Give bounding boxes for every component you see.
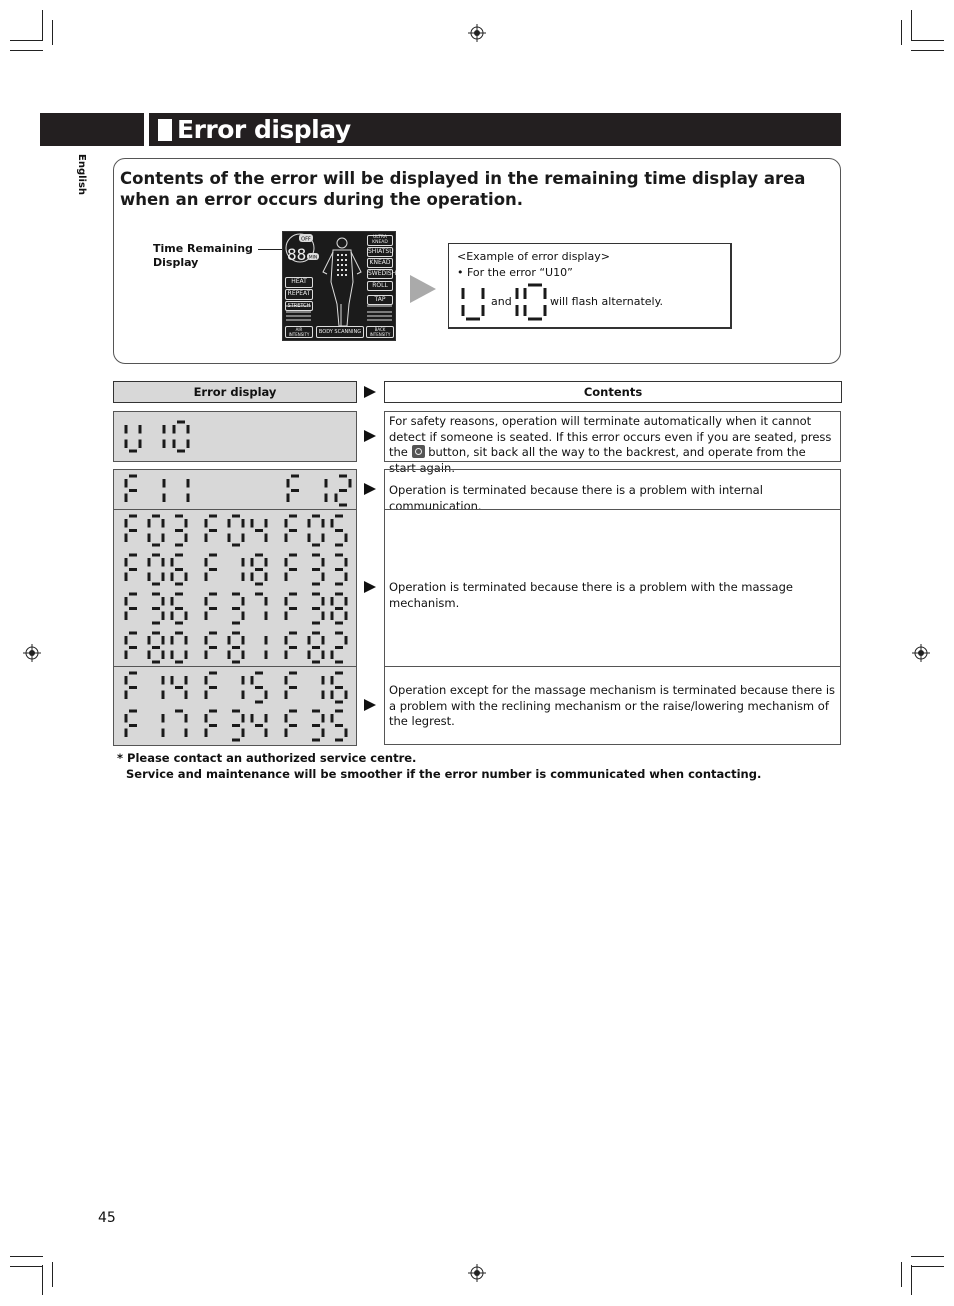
error-content-text	[389, 414, 836, 476]
seat-sensor-button-icon	[412, 445, 425, 458]
registration-mark-icon	[912, 644, 930, 662]
crop-mark	[911, 1266, 944, 1267]
crop-mark	[52, 20, 53, 45]
error-content-text: Operation is terminated because there is a problem with internal communication.	[389, 483, 763, 513]
arrow-icon	[364, 430, 376, 442]
error-code-cell	[113, 509, 357, 668]
crop-mark	[10, 1256, 43, 1257]
error-code-cell	[113, 411, 357, 462]
example-flash: will flash alternately.	[550, 295, 664, 308]
header-error-display: Error display	[113, 381, 357, 403]
crop-mark	[911, 10, 912, 40]
crop-mark	[52, 1262, 53, 1287]
example-title: <Example of error display>	[457, 250, 610, 263]
panel-min: MIN	[308, 255, 318, 261]
scan-dots	[337, 254, 347, 276]
example-error: • For the error “U10”	[457, 266, 573, 279]
panel-button-shiatsu: SHIATSU	[368, 248, 394, 255]
panel-button-knead: KNEAD	[367, 258, 393, 268]
title-tab-marker	[158, 119, 172, 141]
crop-mark	[901, 1262, 902, 1287]
crop-mark	[10, 50, 43, 51]
note-line-1: * Please contact an authorized service centre.	[117, 751, 417, 765]
error-content-cell	[384, 509, 841, 667]
registration-mark-icon	[468, 1264, 486, 1282]
registration-mark-icon	[468, 24, 486, 42]
time-remaining-label	[153, 242, 253, 270]
panel-off: OFF	[301, 236, 311, 243]
panel-label-back-intensity: BACK INTENSITY	[366, 326, 394, 338]
error-content-text: Operation except for the massage mechanism is terminated because there is a problem with the reclining mechanism or the raise/lowering mechanism of the legrest.	[389, 683, 836, 728]
arrow-icon	[364, 581, 376, 593]
page-title: Error display	[177, 115, 351, 144]
panel-label-body-scanning: BODY SCANNING	[316, 326, 364, 338]
leader-line	[258, 249, 284, 250]
title-gap	[144, 113, 149, 146]
panel-button-swedish: SWEDISH	[368, 270, 397, 277]
error-code-lcd	[114, 667, 356, 745]
arrow-icon	[364, 386, 376, 398]
intro-box	[113, 158, 841, 364]
crop-mark	[911, 40, 944, 41]
pointer-arrow-icon	[410, 275, 436, 303]
error-code-lcd	[114, 510, 356, 667]
error-code-cell	[113, 469, 357, 511]
crop-mark	[911, 50, 944, 51]
arrow-icon	[364, 699, 376, 711]
panel-label-stretch: STRETCH	[285, 301, 313, 311]
body-figure-icon	[323, 238, 361, 326]
panel-label-repeat: REPEAT	[285, 289, 313, 300]
crop-mark	[911, 1265, 912, 1295]
panel-label-heat: HEAT	[285, 277, 313, 288]
panel-label-air-intensity: AIR INTENSITY	[285, 326, 313, 338]
error-content-text: Operation is terminated because there is a problem with the massage mechanism.	[389, 580, 793, 610]
error-code-lcd	[114, 412, 356, 461]
arrow-icon	[364, 483, 376, 495]
time-remaining-label-line2: Display	[153, 256, 199, 269]
error-code-lcd	[114, 470, 356, 510]
example-box	[448, 243, 732, 329]
lcd-u-icon	[459, 281, 491, 323]
control-panel-display	[282, 231, 396, 341]
crop-mark	[911, 1256, 944, 1257]
error-content-cell	[384, 666, 841, 745]
error-content-text-part2: button, sit back all the way to the backrest, and operate from the start again.	[389, 445, 806, 475]
crop-mark	[10, 1266, 43, 1267]
page-number: 45	[98, 1210, 116, 1226]
time-remaining-label-line1: Time Remaining	[153, 242, 253, 255]
error-content-text-part1: For safety reasons, operation will terminate automatically when it cannot detect if someone is seated. If this error occurs even if you are seated, press the	[389, 414, 832, 459]
panel-button-roll: ROLL	[367, 281, 393, 291]
example-and: and	[491, 295, 512, 308]
registration-mark-icon	[23, 644, 41, 662]
header-contents: Contents	[384, 381, 842, 403]
error-code-cell	[113, 666, 357, 746]
language-tab: English	[76, 154, 87, 196]
panel-button-ultra-knead: ULTRA KNEAD	[367, 235, 393, 246]
lcd-10-icon	[513, 281, 551, 323]
crop-mark	[901, 20, 902, 45]
error-content-cell	[384, 411, 841, 475]
panel-digits: 88	[287, 245, 307, 264]
crop-mark	[42, 1265, 43, 1295]
crop-mark	[42, 10, 43, 40]
intro-heading: Contents of the error will be displayed in the remaining time display area when an error occurs during the operation.	[120, 169, 806, 209]
crop-mark	[10, 40, 43, 41]
error-content-cell	[384, 469, 841, 513]
panel-button-tap: TAP	[367, 295, 393, 305]
title-bar	[40, 113, 841, 146]
note-line-2: Service and maintenance will be smoother if the error number is communicated when contacting.	[126, 767, 762, 781]
